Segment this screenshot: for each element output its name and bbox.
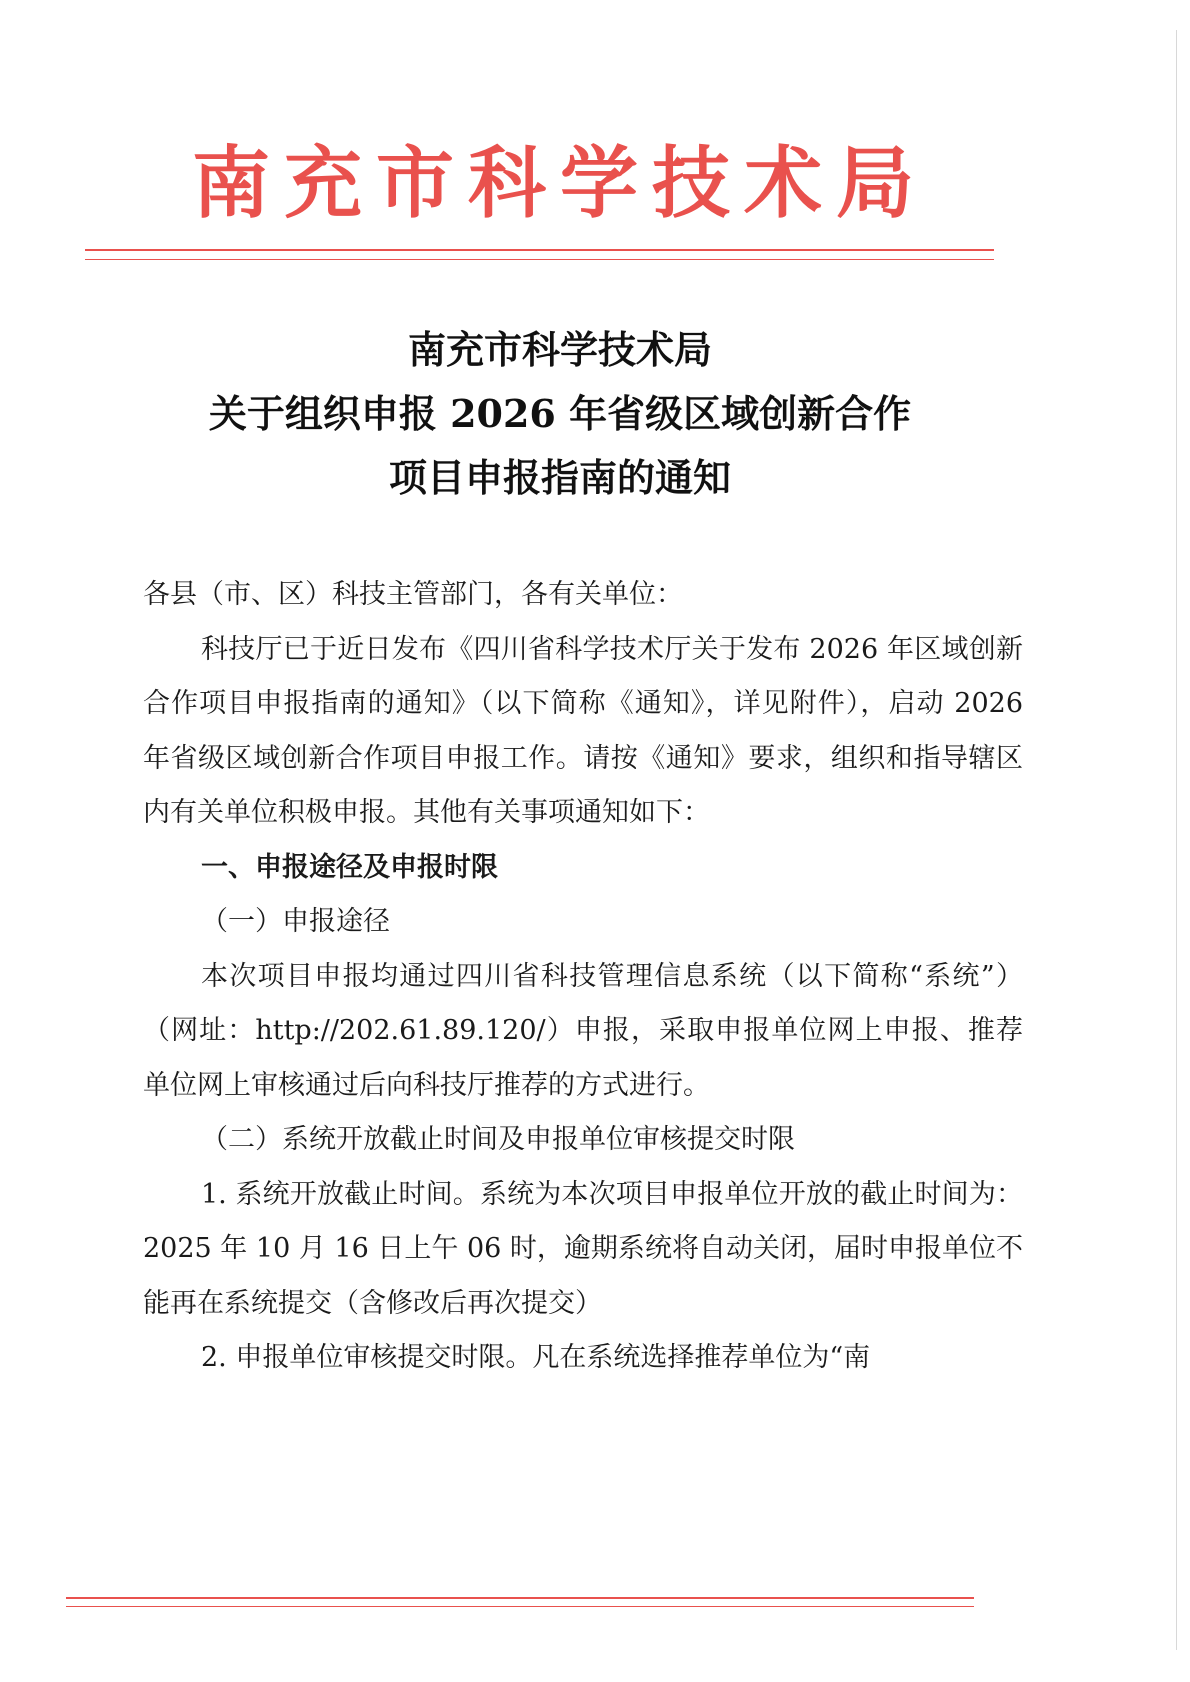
paragraph: 1. 系统开放截止时间。系统为本次项目申报单位开放的截止时间为：2025 年 10 月 16 日上午 06 时，逾期系统将自动关闭，届时申报单位不能再在系统提交（含修改后再次提交）: [143, 1178, 1023, 1319]
paragraph: 2. 申报单位审核提交时限。凡在系统选择推荐单位为“南: [201, 1342, 871, 1373]
title-line: 南充市科学技术局: [407, 327, 712, 372]
section-heading: 一、申报途径及申报时限: [201, 851, 498, 883]
letterhead-rule-thin: [85, 259, 994, 260]
title-line: 关于组织申报 2026 年省级区域创新合作: [208, 391, 912, 436]
paragraph: 科技厅已于近日发布《四川省科学技术厅关于发布 2026 年区域创新合作项目申报指南的通知》（以下简称《通知》，详见附件），启动 2026 年省级区域创新合作项目申报工作。请按《通知》要求，组织和指导辖区内有关单位积极申报。其他有关事项通知如下：: [143, 633, 1023, 828]
document-title: [60, 318, 1060, 510]
title-line: 项目申报指南的通知: [388, 455, 731, 500]
document-body: [143, 568, 1023, 1386]
footer-rule-thin: [66, 1606, 974, 1607]
subsection-heading: （一）申报途径: [201, 906, 390, 937]
paragraph: 本次项目申报均通过四川省科技管理信息系统（以下简称“系统”）（网址：http://202.61.89.120/）申报，采取申报单位网上申报、推荐单位网上审核通过后向科技厅推荐的方式进行。: [143, 960, 1023, 1101]
footer-rule-thick: [66, 1597, 974, 1599]
subsection-heading: （二）系统开放截止时间及申报单位审核提交时限: [201, 1124, 795, 1155]
letterhead-rule-thick: [85, 249, 994, 251]
scan-edge-line: [1176, 30, 1177, 1650]
greeting: 各县（市、区）科技主管部门，各有关单位：: [143, 579, 683, 610]
letterhead-title: 南充市科学技术局: [191, 139, 928, 229]
